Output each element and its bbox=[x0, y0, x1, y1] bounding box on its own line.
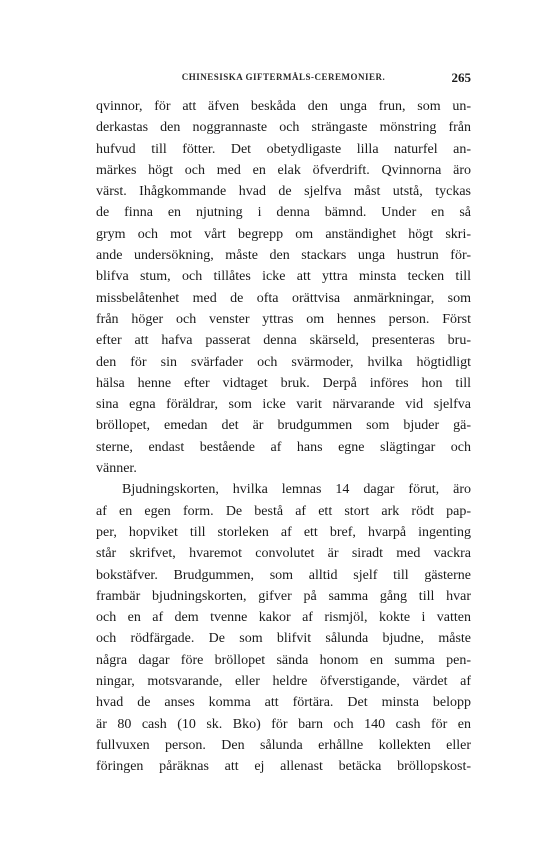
text-line: hufvud till fötter. Det obetydligaste lilla naturfel an- bbox=[96, 141, 471, 157]
running-title: CHINESISKA GIFTERMÅLS-CEREMONIER. bbox=[181, 72, 386, 82]
text-line: hälsa henne efter vidtaget bruk. Derpå införes hon till bbox=[96, 375, 471, 391]
text-line: sina egna föräldrar, som icke varit närvarande vid sjelfva bbox=[96, 397, 471, 413]
text-line: ningar, motsvarande, eller heldre öfverstigande, värdet af bbox=[96, 674, 471, 690]
text-line: Bjudningskorten, hvilka lemnas 14 dagar förut, äro bbox=[122, 482, 471, 498]
text-line: ande undersökning, måste den stackars unga hustrun för- bbox=[96, 248, 471, 264]
body-text bbox=[96, 96, 471, 778]
text-line: af en egen form. De bestå af ett stort ark rödt pap- bbox=[96, 503, 471, 519]
text-line: är 80 cash (10 sk. Bko) för barn och 140 cash för en bbox=[96, 716, 471, 732]
text-line: vänner. bbox=[96, 461, 137, 477]
paragraph bbox=[96, 96, 471, 479]
text-line: och en af dem tvenne kakor af rismjöl, kokte i vatten bbox=[96, 610, 471, 626]
text-line: den för sin svärfader och svärmoder, hvilka högtidligt bbox=[96, 354, 471, 370]
text-line: värst. Ihågkommande hvad de sjelfva måst utstå, tyckas bbox=[96, 184, 471, 200]
text-line: qvinnor, för att äfven beskåda den unga frun, som un- bbox=[96, 99, 471, 114]
text-line: missbelåtenhet med de ofta orättvisa anmärkningar, som bbox=[96, 290, 471, 306]
text-line: från höger och venster yttras om hennes person. Först bbox=[96, 311, 471, 327]
text-line: derkastas den noggrannaste och strängaste mönstring från bbox=[96, 120, 471, 136]
text-line: fullvuxen person. Den sålunda erhållne kollekten eller bbox=[96, 737, 471, 753]
text-line: sterne, endast bestående af hans egne slägtingar och bbox=[96, 439, 471, 455]
page-number: 265 bbox=[451, 70, 471, 85]
text-line: står skrifvet, hvaremot convolutet är siradt med vackra bbox=[96, 546, 471, 562]
text-line: de finna en njutning i denna bämnd. Under en så bbox=[96, 205, 471, 221]
text-line: hvad de anses komma att förtära. Det minsta belopp bbox=[96, 695, 471, 711]
running-head bbox=[96, 70, 471, 86]
text-line: frambär bjudningskorten, gifver på samma gång till hvar bbox=[96, 588, 471, 604]
text-line: bröllopet, emedan det är brudgummen som bjuder gä- bbox=[96, 418, 471, 434]
paragraph bbox=[96, 479, 471, 777]
text-line: föringen påräknas att ej allenast betäcka bröllopskost- bbox=[96, 759, 471, 775]
text-line: efter att hafva passerat denna skärseld, presenteras bru- bbox=[96, 333, 471, 349]
text-line: per, hopviket till storleken af ett bref, hvarpå ingenting bbox=[96, 524, 471, 540]
text-line: blifva stum, och tillåtes icke att yttra minsta tecken till bbox=[96, 269, 471, 285]
text-line: märkes högt och med en elak öfverdrift. Qvinnorna äro bbox=[96, 162, 471, 178]
text-line: några dagar före bröllopet sända honom en summa pen- bbox=[96, 652, 471, 668]
text-line: bokstäfver. Brudgummen, som alltid sjelf till gästerne bbox=[96, 567, 471, 583]
text-line: och rödfärgade. De som blifvit sålunda bjudne, måste bbox=[96, 631, 471, 647]
text-line: grym och mot vårt begrepp om anständighet högt skri- bbox=[96, 226, 471, 242]
